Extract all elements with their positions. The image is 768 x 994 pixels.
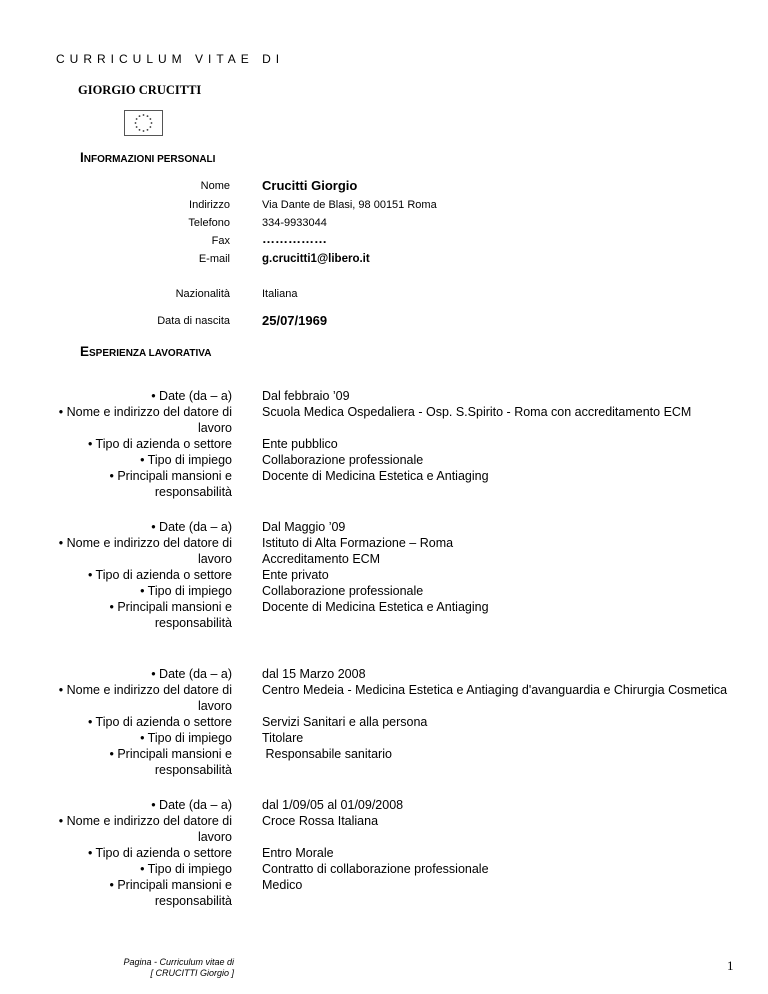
- job-values: [262, 519, 489, 615]
- job-sector: Entro Morale: [262, 846, 334, 860]
- value-fax: ……………: [262, 231, 327, 246]
- label-indirizzo: Indirizzo: [189, 199, 230, 211]
- job-sector: Servizi Sanitari e alla persona: [262, 715, 428, 729]
- job-duties: Docente di Medicina Estetica e Antiaging: [262, 600, 489, 614]
- job-date: Dal Maggio ’09: [262, 520, 346, 534]
- job-employer: Scuola Medica Ospedaliera - Osp. S.Spirito - Roma con accreditamento ECM: [262, 405, 692, 419]
- document-title: CURRICULUM VITAE DI: [56, 52, 285, 66]
- label-email: E-mail: [198, 253, 230, 265]
- value-nome: Crucitti Giorgio: [262, 178, 358, 193]
- value-nazionalita: Italiana: [262, 288, 298, 300]
- job-labels: • Date (da – a) • Nome e indirizzo del datore di lavoro • Tipo di azienda o settore • Tipo di impiego • Principali mansioni e responsabilità: [58, 798, 232, 908]
- job-employer-extra: Accreditamento ECM: [262, 552, 381, 566]
- job-duties: Medico: [262, 878, 303, 892]
- page-number: 1: [727, 958, 734, 973]
- label-nazionalita: Nazionalità: [175, 288, 230, 300]
- job-values: [262, 388, 691, 484]
- job-employer: Istituto di Alta Formazione – Roma: [262, 536, 454, 550]
- job-employer: Croce Rossa Italiana: [262, 814, 379, 828]
- value-data-nascita: 25/07/1969: [262, 313, 328, 328]
- value-telefono: 334-9933044: [262, 217, 327, 229]
- job-employment: Contratto di collaborazione professionale: [262, 862, 489, 876]
- value-indirizzo: Via Dante de Blasi, 98 00151 Roma: [262, 199, 437, 211]
- job-sector: Ente pubblico: [262, 437, 338, 451]
- page-footer: Pagina - Curriculum vitae di [ CRUCITTI Giorgio ]: [123, 957, 234, 978]
- job-duties: Responsabile sanitario: [262, 747, 392, 761]
- job-date: dal 1/09/05 al 01/09/2008: [262, 798, 404, 812]
- job-duties: Docente di Medicina Estetica e Antiaging: [262, 469, 489, 483]
- label-telefono: Telefono: [188, 217, 230, 229]
- job-employment: Collaborazione professionale: [262, 584, 424, 598]
- document-name: GIORGIO CRUCITTI: [78, 83, 202, 97]
- job-values: [262, 797, 489, 893]
- job-labels: • Date (da – a) • Nome e indirizzo del datore di lavoro • Tipo di azienda o settore • Tipo di impiego • Principali mansioni e responsabilità: [58, 389, 232, 499]
- section-personal-info: INFORMAZIONI PERSONALI: [80, 150, 216, 165]
- eu-flag-icon: [124, 110, 163, 136]
- job-employment: Titolare: [262, 731, 304, 745]
- job-date: Dal febbraio ’09: [262, 389, 350, 403]
- label-fax: Fax: [211, 235, 230, 247]
- job-employment: Collaborazione professionale: [262, 453, 424, 467]
- value-email: g.crucitti1@libero.it: [262, 253, 370, 265]
- job-sector: Ente privato: [262, 568, 329, 582]
- label-data-nascita: Data di nascita: [157, 315, 230, 327]
- label-nome: Nome: [200, 180, 230, 192]
- job-date: dal 15 Marzo 2008: [262, 667, 366, 681]
- job-labels: • Date (da – a) • Nome e indirizzo del datore di lavoro • Tipo di azienda o settore • Tipo di impiego • Principali mansioni e responsabilità: [58, 667, 232, 777]
- job-employer: Centro Medeia - Medicina Estetica e Antiaging d'avanguardia e Chirurgia Cosmetica: [262, 683, 728, 697]
- section-work-experience: ESPERIENZA LAVORATIVA: [80, 344, 212, 359]
- job-values: [262, 666, 727, 762]
- job-labels: • Date (da – a) • Nome e indirizzo del datore di lavoro • Tipo di azienda o settore • Tipo di impiego • Principali mansioni e responsabilità: [58, 520, 232, 630]
